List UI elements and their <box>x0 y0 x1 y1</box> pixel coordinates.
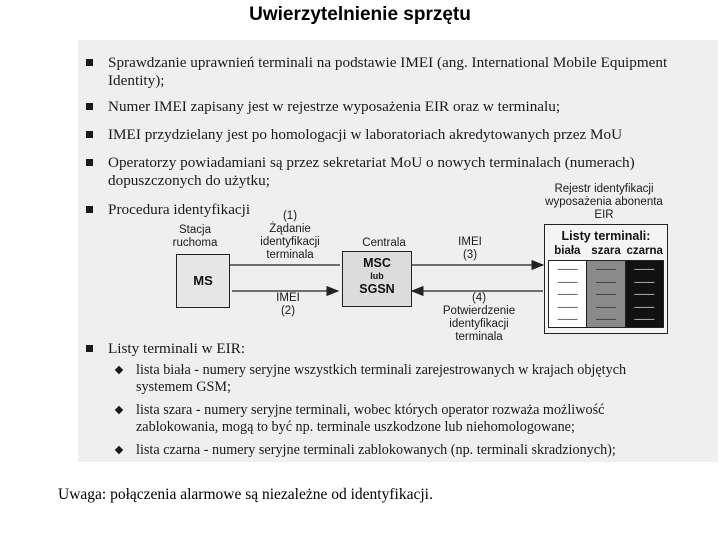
column-white-label: biała <box>554 245 581 257</box>
column-grey-label: szara <box>591 245 621 257</box>
msg-line: identyfikacji <box>449 318 509 330</box>
list-entry: —— <box>557 289 578 300</box>
msc-label-line: MSC <box>363 256 391 270</box>
list-entry: —— <box>595 264 616 275</box>
msg-line: terminala <box>455 331 503 343</box>
grey-list-column <box>587 261 625 327</box>
eir-header: Listy terminali: <box>561 229 651 243</box>
message-2-label <box>258 292 318 318</box>
message-1-label <box>240 210 340 262</box>
bullet-text: IMEI przydzielany jest po homologacji w laboratoriach akredytowanych przez MoU <box>108 126 623 143</box>
msg-line: IMEI <box>458 236 482 248</box>
bullet-text: Listy terminali w EIR: <box>108 340 246 357</box>
ms-caption <box>160 224 230 250</box>
ms-caption-line: ruchoma <box>172 237 218 249</box>
msc-label-line: SGSN <box>359 282 395 296</box>
black-list-column <box>626 261 663 327</box>
list-entry: —— <box>634 289 655 300</box>
emergency-calls-note: Uwaga: połączenia alarmowe są niezależne od identyfikacji. <box>58 486 433 503</box>
list-entry: —— <box>557 301 578 313</box>
eir-caption-line: EIR <box>594 209 614 221</box>
list-entry: —— <box>634 314 655 325</box>
list-entry: —— <box>595 314 616 325</box>
msg-line: IMEI <box>276 292 300 304</box>
list-entry: —— <box>557 264 578 275</box>
list-entry: —— <box>634 301 655 313</box>
msg-line: terminala <box>266 249 314 261</box>
eir-caption-line: wyposażenia abonenta <box>545 196 663 208</box>
sub-bullet-text: lista szara - numery seryjne terminali, wobec których operator rozważa możliwość zablokowania, mogą to być np. terminale uszkodzone lub niehomologowane; <box>136 402 605 435</box>
msc-box <box>342 251 412 307</box>
message-3-label <box>440 236 500 262</box>
ms-caption-line: Stacja <box>179 224 211 236</box>
sub-bullet-text: lista biała - numery seryjne wszystkich terminali zarejestrowanych w krajach objętych systemem GSM; <box>136 362 627 395</box>
white-list-column <box>549 261 587 327</box>
msc-caption: Centrala <box>362 237 406 249</box>
bullet-text: Procedura identyfikacji <box>108 201 251 218</box>
bullet-text: Sprawdzanie uprawnień terminali na podstawie IMEI (ang. International Mobile Equipment Identity); <box>108 54 668 89</box>
msg-line: (4) <box>471 292 487 304</box>
list-entry: —— <box>557 276 578 288</box>
list-entry: —— <box>595 276 616 288</box>
msg-line: identyfikacji <box>260 236 320 248</box>
bullet-text: Numer IMEI zapisany jest w rejestrze wyposażenia EIR oraz w terminalu; <box>108 98 561 115</box>
eir-lists <box>548 260 664 328</box>
list-entry: —— <box>595 289 616 300</box>
list-entry: —— <box>634 276 655 288</box>
msg-line: Żądanie <box>269 223 311 235</box>
list-entry: —— <box>557 314 578 325</box>
sub-bullet-text: lista czarna - numery seryjne terminali zablokowanych (np. terminali skradzionych); <box>136 442 616 458</box>
list-entry: —— <box>595 301 616 313</box>
msg-line: (3) <box>462 249 478 261</box>
list-entry: —— <box>634 264 655 275</box>
page-title: Uwierzytelnienie sprzętu <box>249 4 471 25</box>
eir-caption <box>534 183 674 222</box>
eir-box <box>544 224 668 334</box>
eir-caption-line: Rejestr identyfikacji <box>554 183 654 195</box>
bullet-text: Operatorzy powiadamiani są przez sekretariat MoU o nowych terminalach (numerach) dopuszczonych do użytku; <box>108 154 635 189</box>
eir-columns-header <box>545 244 667 258</box>
ms-box: MS <box>176 254 230 308</box>
msc-label-line: lub <box>370 271 384 281</box>
column-black-label: czarna <box>626 245 663 257</box>
msg-line: Potwierdzenie <box>442 305 516 317</box>
msg-line: (1) <box>282 210 298 222</box>
message-4-label <box>424 292 534 344</box>
msg-line: (2) <box>280 305 296 317</box>
